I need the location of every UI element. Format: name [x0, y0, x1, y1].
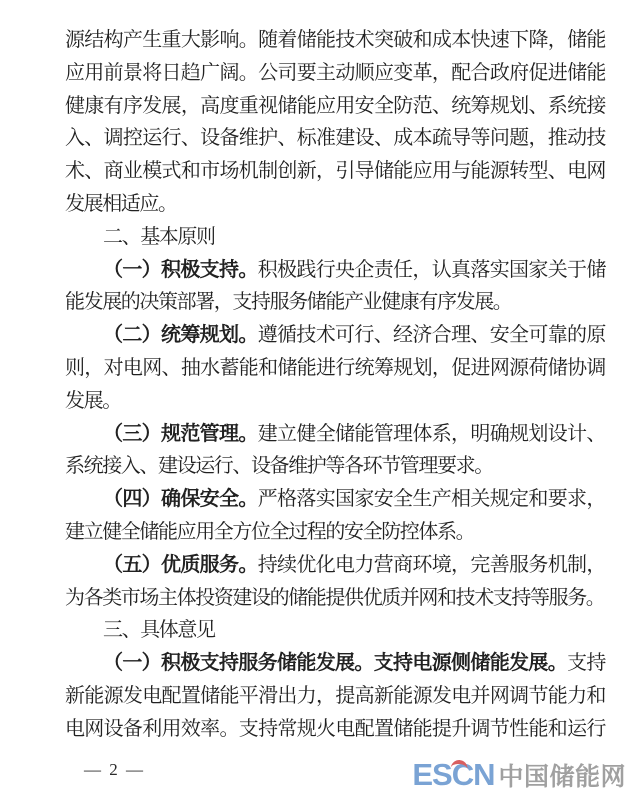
- text-line: [65, 516, 605, 549]
- text-run: 发展。: [65, 389, 121, 412]
- text-run: 应用前景将日趋广阔。公司要主动顺应变革，配合政府促进储能: [65, 61, 605, 84]
- text-line: [65, 418, 605, 451]
- page-number: — 2 —: [84, 760, 145, 779]
- text-run: 建立健全储能应用全方位全过程的安全防控体系。: [65, 520, 475, 543]
- bold-run: （五）优质服务。: [103, 553, 258, 576]
- text-line: [65, 57, 605, 90]
- text-run: 三、具体意见: [103, 619, 215, 642]
- text-run: 电网设备利用效率。支持常规火电配置储能提升调节性能和运行: [65, 717, 605, 740]
- text-run: 发展相适应。: [65, 192, 177, 215]
- escn-logo: [412, 757, 626, 793]
- text-line: [65, 385, 605, 418]
- text-run: 严格落实国家安全生产相关规定和要求，: [257, 488, 605, 511]
- text-run: 支持: [567, 652, 605, 675]
- text-line: [65, 614, 605, 647]
- text-line: [65, 155, 605, 188]
- text-run: 新能源发电配置储能平滑出力，提高新能源发电并网调节能力和: [65, 684, 605, 707]
- text-line: [65, 352, 605, 385]
- text-line: [65, 24, 605, 57]
- text-line: [65, 122, 605, 155]
- text-run: 积极践行央企责任，认真落实国家关于储: [257, 258, 605, 281]
- bold-run: （四）确保安全。: [103, 488, 258, 511]
- bold-run: （二）统筹规划。: [103, 324, 258, 347]
- text-line: [65, 713, 605, 746]
- document-body: [65, 24, 605, 746]
- text-line: [65, 483, 605, 516]
- text-run: 建立健全储能管理体系，明确规划设计、: [257, 422, 605, 445]
- text-run: 遵循技术可行、经济合理、安全可靠的原: [257, 324, 605, 347]
- text-line: [65, 254, 605, 287]
- text-run: 持续优化电力营商环境，完善服务机制，: [257, 553, 605, 576]
- text-line: [65, 90, 605, 123]
- text-line: [65, 319, 605, 352]
- text-run: 健康有序发展，高度重视储能应用安全防范、统筹规划、系统接: [65, 94, 605, 117]
- text-line: [65, 450, 605, 483]
- text-run: 源结构产生重大影响。随着储能技术突破和成本快速下降，储能: [65, 29, 605, 51]
- text-run: 系统接入、建设运行、设备维护等各环节管理要求。: [65, 455, 493, 478]
- text-run: 术、商业模式和市场机制创新，引导储能应用与能源转型、电网: [65, 160, 605, 183]
- text-line: [65, 286, 605, 319]
- escn-site-name: 中国储能网: [498, 763, 626, 791]
- text-line: [65, 549, 605, 582]
- text-line: [65, 582, 605, 615]
- escn-wordmark: [412, 757, 494, 793]
- text-line: [65, 647, 605, 680]
- text-run: 能发展的决策部署，支持服务储能产业健康有序发展。: [65, 291, 512, 314]
- text-line: [65, 188, 605, 221]
- text-run: 为各类市场主体投资建设的储能提供优质并网和技术支持等服务。: [65, 586, 605, 609]
- text-run: 则，对电网、抽水蓄能和储能进行统筹规划，促进网源荷储协调: [65, 356, 605, 379]
- text-run: 二、基本原则: [103, 225, 215, 248]
- text-line: [65, 680, 605, 713]
- escn-wordmark-text: ESCN: [412, 757, 495, 792]
- bold-run: （一）积极支持。: [103, 258, 258, 281]
- text-line: [65, 221, 605, 254]
- bold-run: （三）规范管理。: [103, 422, 258, 445]
- text-run: 入、调控运行、设备维护、标准建设、成本疏导等问题，推动技: [65, 127, 605, 150]
- bold-run: （一）积极支持服务储能发展。支持电源侧储能发展。: [103, 652, 568, 675]
